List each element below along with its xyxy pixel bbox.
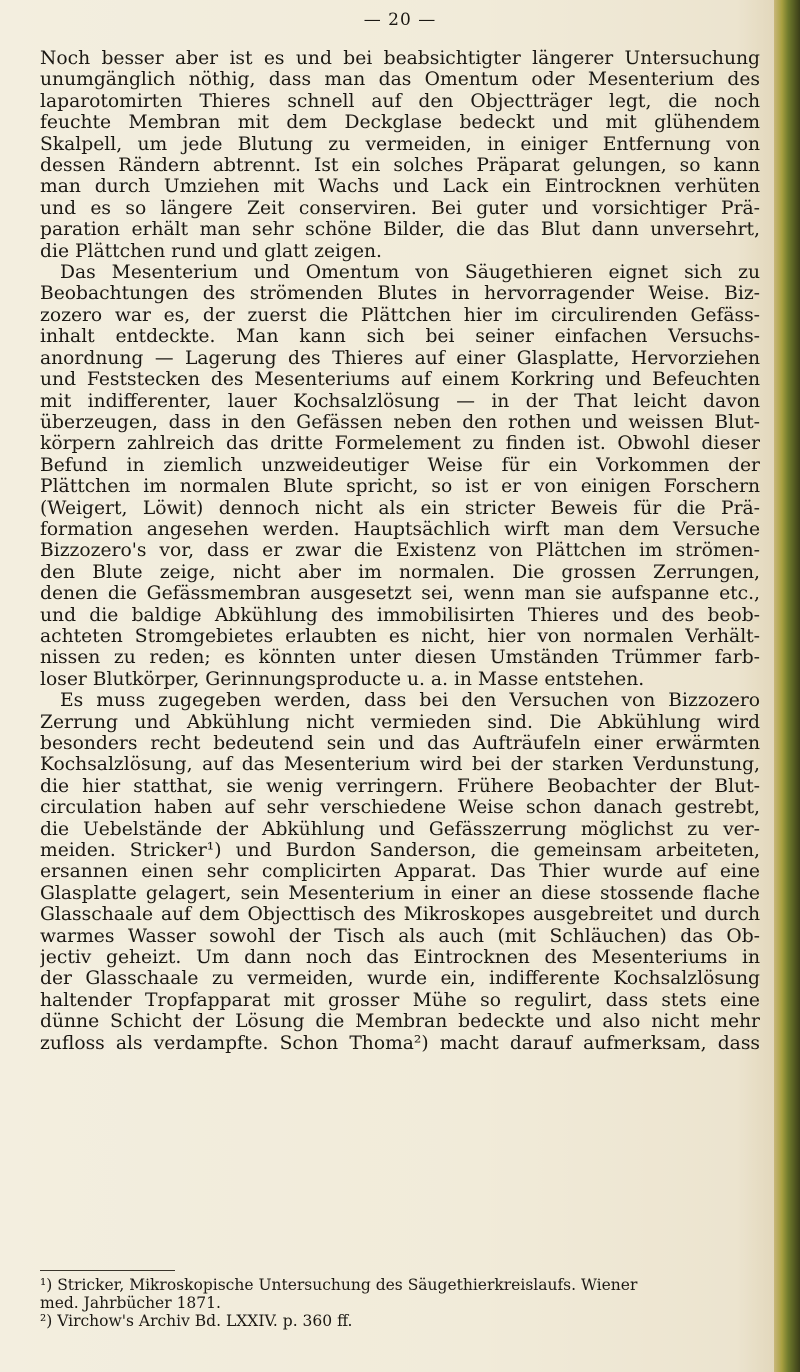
text-line: haltender Tropfapparat mit grosser Mühe so regulirt, dass stets eine	[40, 989, 760, 1011]
text-line: dünne Schicht der Lösung die Membran bedeckte und also nicht mehr	[40, 1011, 760, 1033]
text-line: denen die Gefässmembran ausgesetzt sei, wenn man sie aufspanne etc.,	[40, 583, 760, 605]
footnote-1-continued: med. Jahrbücher 1871.	[40, 1294, 221, 1313]
text-line: die Uebelstände der Abkühlung und Gefässzerrung möglichst zu ver-	[40, 818, 760, 840]
text-line: und die baldige Abkühlung des immobilisirten Thieres und des beob-	[40, 604, 760, 626]
footnotes	[40, 1276, 760, 1331]
text-line: achteten Stromgebietes erlaubten es nicht, hier von normalen Verhält-	[40, 625, 760, 647]
text-line: die hier statthat, sie wenig verringern. Frühere Beobachter der Blut-	[40, 775, 760, 797]
text-line: zufloss als verdampfte. Schon Thoma²) macht darauf aufmerksam, dass	[40, 1032, 760, 1054]
text-line: Zerrung und Abkühlung nicht vermieden sind. Die Abkühlung wird	[40, 711, 760, 733]
text-line: mit indifferenter, lauer Kochsalzlösung — in der That leicht davon	[40, 390, 760, 412]
text-line: jectiv geheizt. Um dann noch das Eintrocknen des Mesenteriums in	[40, 947, 760, 969]
text-line: Beobachtungen des strömenden Blutes in hervorragender Weise. Biz-	[40, 283, 760, 305]
paragraph-3	[40, 690, 760, 1054]
text-line: paration erhält man sehr schöne Bilder, die das Blut dann unversehrt,	[40, 219, 760, 241]
text-line: Es muss zugegeben werden, dass bei den Versuchen von Bizzozero	[60, 690, 760, 712]
footnote-2: ²) Virchow's Archiv Bd. LXXIV. p. 360 ff.	[40, 1312, 353, 1331]
text-line: feuchte Membran mit dem Deckglase bedeckt und mit glühendem	[40, 112, 760, 134]
text-line: Befund in ziemlich unzweideutiger Weise für ein Vorkommen der	[40, 454, 760, 476]
text-line: der Glasschaale zu vermeiden, wurde ein, indifferente Kochsalzlösung	[40, 968, 760, 990]
text-line: man durch Umziehen mit Wachs und Lack ein Eintrocknen verhüten	[40, 176, 760, 198]
text-line: anordnung — Lagerung des Thieres auf einer Glasplatte, Hervorziehen	[40, 347, 760, 369]
text-line: Das Mesenterium und Omentum von Säugethieren eignet sich zu	[60, 262, 760, 284]
text-line: nissen zu reden; es könnten unter diesen Umständen Trümmer farb-	[40, 647, 760, 669]
paragraph-2	[40, 262, 760, 690]
text-line: überzeugen, dass in den Gefässen neben den rothen und weissen Blut-	[40, 411, 760, 433]
text-line: Noch besser aber ist es und bei beabsichtigter längerer Untersuchung	[40, 48, 760, 69]
text-line: inhalt entdeckte. Man kann sich bei seiner einfachen Versuchs-	[40, 326, 760, 348]
text-line: Glasschaale auf dem Objecttisch des Mikroskopes ausgebreitet und durch	[40, 904, 760, 926]
text-line: Plättchen im normalen Blute spricht, so ist er von einigen Forschern	[40, 476, 760, 498]
footnote-separator	[40, 1270, 175, 1271]
text-line: ersannen einen sehr complicirten Apparat. Das Thier wurde auf eine	[40, 861, 760, 883]
text-line: circulation haben auf sehr verschiedene Weise schon danach gestrebt,	[40, 797, 760, 819]
footnote-1: ¹) Stricker, Mikroskopische Untersuchung des Säugethierkreislaufs. Wiener	[40, 1276, 638, 1294]
text-line: unumgänglich nöthig, dass man das Omentum oder Mesenterium des	[40, 69, 760, 91]
text-line: die Plättchen rund und glatt zeigen.	[40, 240, 382, 262]
text-line: Skalpell, um jede Blutung zu vermeiden, in einiger Entfernung von	[40, 133, 760, 155]
text-line: und Feststecken des Mesenteriums auf einem Korkring und Befeuchten	[40, 369, 760, 391]
page-edge-shadow	[774, 0, 800, 1372]
text-line: laparotomirten Thieres schnell auf den Objectträger legt, die noch	[40, 90, 760, 112]
text-line: Bizzozero's vor, dass er zwar die Existenz von Plättchen im strömen-	[40, 540, 760, 562]
text-line: warmes Wasser sowohl der Tisch als auch (mit Schläuchen) das Ob-	[40, 925, 760, 947]
text-line: körpern zahlreich das dritte Formelement zu finden ist. Obwohl dieser	[40, 433, 760, 455]
paragraph-1	[40, 48, 760, 262]
text-line: (Weigert, Löwit) dennoch nicht als ein stricter Beweis für die Prä-	[40, 497, 760, 519]
text-line: Glasplatte gelagert, sein Mesenterium in einer an diese stossende flache	[40, 882, 760, 904]
text-line: zozero war es, der zuerst die Plättchen hier im circulirenden Gefäss-	[40, 304, 760, 326]
page-number: — 20 —	[363, 10, 437, 30]
text-line: Kochsalzlösung, auf das Mesenterium wird bei der starken Verdunstung,	[40, 754, 760, 776]
text-line: formation angesehen werden. Hauptsächlich wirft man dem Versuche	[40, 518, 760, 540]
text-line: meiden. Stricker¹) und Burdon Sanderson, die gemeinsam arbeiteten,	[40, 840, 760, 862]
text-line: besonders recht bedeutend sein und das Aufträufeln einer erwärmten	[40, 733, 760, 754]
text-line: dessen Rändern abtrennt. Ist ein solches Präparat gelungen, so kann	[40, 155, 760, 177]
body-text	[40, 48, 760, 1054]
text-line: den Blute zeige, nicht aber im normalen. Die grossen Zerrungen,	[40, 561, 760, 583]
text-line: und es so längere Zeit conserviren. Bei guter und vorsichtiger Prä-	[40, 197, 760, 219]
text-line: loser Blutkörper, Gerinnungsproducte u. a. in Masse entstehen.	[40, 668, 645, 690]
